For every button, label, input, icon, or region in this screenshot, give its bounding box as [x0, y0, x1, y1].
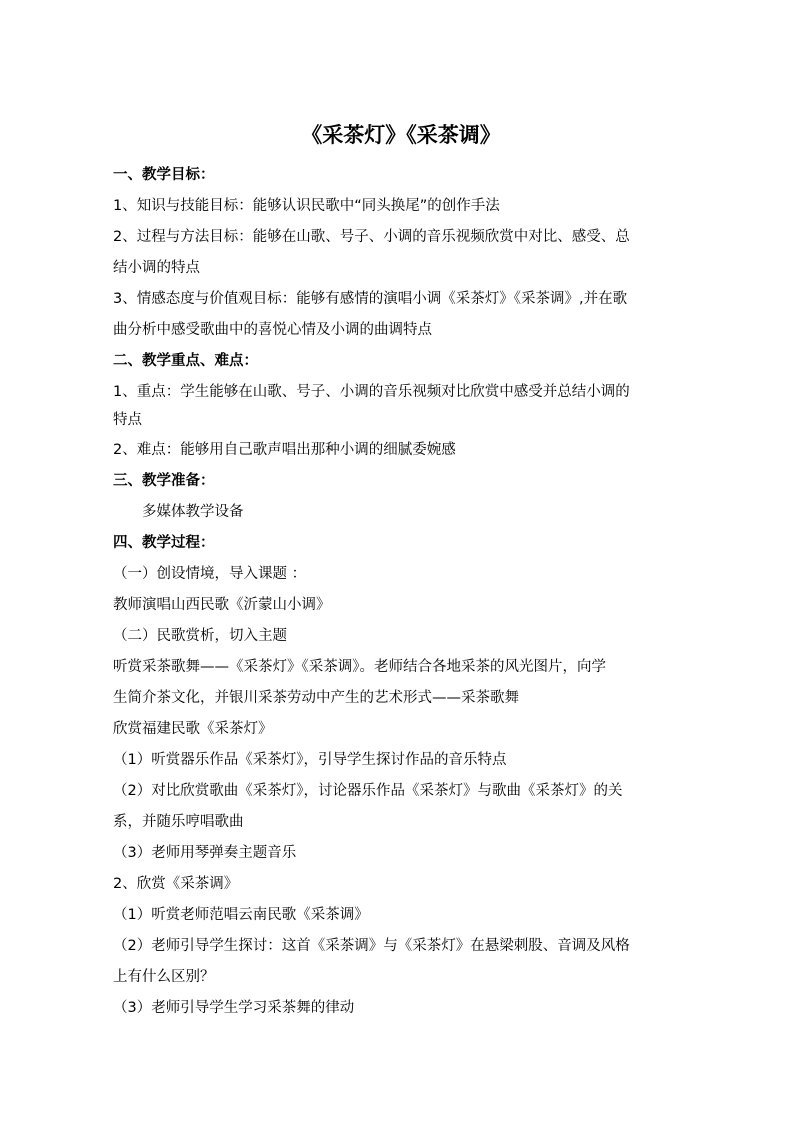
section-heading: 二、教学重点、难点： — [113, 353, 258, 369]
paragraph-line: （二）民歌赏析，切入主题 — [113, 628, 287, 644]
paragraph-line: 特点 — [113, 412, 142, 428]
paragraph-line: 欣赏福建民歌《采茶灯》 — [113, 721, 273, 737]
document-page — [113, 118, 681, 1024]
paragraph-line: （一）创设情境，导入课题 ： — [113, 566, 307, 582]
paragraph-line: 生简介茶文化，并银川采茶劳动中产生的艺术形式——采茶歌舞 — [113, 690, 519, 706]
paragraph-line: 上有什么区别？ — [113, 969, 215, 985]
paragraph-line: 2、难点：能够用自己歌声唱出那种小调的细腻委婉感 — [113, 442, 456, 458]
paragraph-line: （1）听赏器乐作品《采茶灯》，引导学生探讨作品的音乐特点 — [113, 752, 507, 768]
document-title: 《采茶灯》《采茶调》 — [301, 123, 501, 147]
paragraph-line: （3）老师用琴弹奏主题音乐 — [113, 845, 297, 861]
paragraph-line: 系，并随乐哼唱歌曲 — [113, 814, 244, 830]
paragraph-line: 多媒体教学设备 — [142, 504, 244, 520]
section-heading: 一、教学目标： — [113, 167, 215, 183]
paragraph-line: 结小调的特点 — [113, 260, 200, 276]
section-heading: 三、教学准备： — [113, 473, 215, 489]
paragraph-line: 听赏采茶歌舞——《采茶灯》《采茶调》。老师结合各地采茶的风光图片，向学 — [113, 659, 606, 675]
paragraph-line: （2）对比欣赏歌曲《采茶灯》，讨论器乐作品《采茶灯》与歌曲《采茶灯》的关 — [113, 783, 623, 799]
document-body — [113, 160, 681, 1024]
paragraph-line: 教师演唱山西民歌《沂蒙山小调》 — [113, 597, 331, 613]
paragraph-line: 1、重点：学生能够在山歌、号子、小调的音乐视频对比欣赏中感受并总结小调的 — [113, 384, 630, 400]
paragraph-line: 1、知识与技能目标：能够认识民歌中“同头换尾”的创作手法 — [113, 198, 500, 214]
section-heading: 四、教学过程： — [113, 535, 215, 551]
paragraph-line: 2、过程与方法目标：能够在山歌、号子、小调的音乐视频欣赏中对比、感受、总 — [113, 229, 630, 245]
paragraph-line: （3）老师引导学生学习采茶舞的律动 — [113, 1000, 355, 1016]
paragraph-line: （1）听赏老师范唱云南民歌《采茶调》 — [113, 907, 369, 923]
paragraph-line: 3、情感态度与价值观目标：能够有感情的演唱小调《采茶灯》《采茶调》,并在歌 — [113, 291, 628, 307]
paragraph-line: 2、欣赏《采茶调》 — [113, 876, 239, 892]
paragraph-line: （2）老师引导学生探讨：这首《采茶调》与《采茶灯》在悬梁刺股、音调及风格 — [113, 938, 630, 954]
paragraph-line: 曲分析中感受歌曲中的喜悦心情及小调的曲调特点 — [113, 322, 432, 338]
